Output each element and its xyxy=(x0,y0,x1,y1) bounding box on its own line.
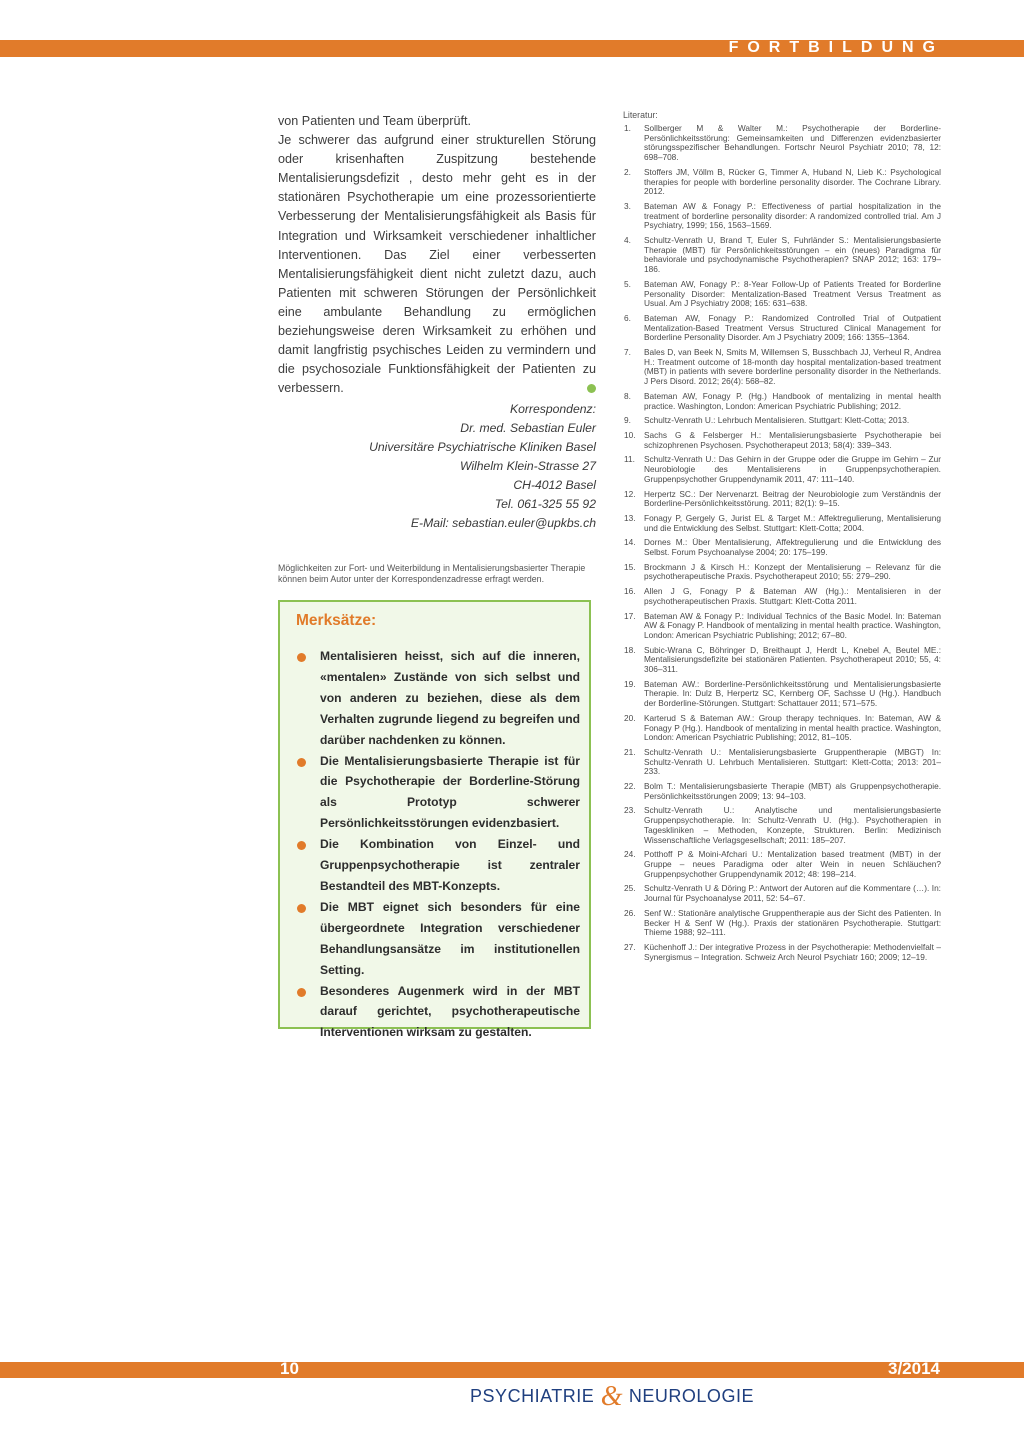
reference-text: Bales D, van Beek N, Smits M, Willemsen S, Busschbach JJ, Verheul R, Andrea H.: Treatment outcome of 18-month day hospital mentalization-based treatment (MBT) in patients with severe borderline personality disorder in the Netherlands. J Pers Disord. 2012; 26(4): 568–82. xyxy=(644,347,941,387)
key-point-text: Die Kombination von Einzel- und Gruppenpsychotherapie ist zentraler Bestandteil des MBT-Konzepts. xyxy=(320,837,580,893)
journal-logo xyxy=(452,1378,772,1416)
reference-number: 14. xyxy=(624,537,636,548)
reference-text: Sollberger M & Walter M.: Psychotherapie der Borderline-Persönlichkeitsstörung: Gemeinsamkeiten und Differenzen evidenzbasierter störungsspezifischer Behandlungen. Fortschr Neurol Psychiatr 2010; 78, 12: 698–708. xyxy=(644,123,941,163)
article-paragraph-text: Je schwerer das aufgrund einer strukturellen Störung oder krisenhaften Zuspitzung bestehende Mentalisierungsdefizit , desto mehr geht es in der stationären Psychotherapie um eine prozessorientierte Verbesserung der Mentalisierungsfähigkeit als Basis für Integration und Wirksamkeit verschiedener inhaltlicher Interventionen. Das Ziel einer verbesserten Mentalisierungsfähigkeit dient nicht zuletzt dazu, auch Patienten mit schweren Störungen der Persönlichkeit eine ambulante Behandlung zu ermöglichen beziehungsweise deren Wirksamkeit zu erhöhen und damit langfristig psychisches Leiden zu vermindern und die psychosoziale Funktionsfähigkeit der Patienten zu verbessern. xyxy=(278,133,596,396)
correspondence-city: CH-4012 Basel xyxy=(513,478,596,493)
reference-item xyxy=(623,168,941,197)
key-point-text: Die Mentalisierungsbasierte Therapie ist für die Psychotherapie der Borderline-Störung als Prototyp schwerer Persönlichkeitsstörungen evidenzbasiert. xyxy=(320,753,580,831)
journal-name-left: PSYCHIATRIE xyxy=(470,1386,595,1406)
key-points-box xyxy=(278,600,591,1040)
reference-number: 19. xyxy=(624,678,636,689)
reference-text: Schultz-Venrath U.: Mentalisierungsbasierte Gruppentherapie (MBGT) In: Schultz-Venrath U. Lehrbuch Mentalisieren. Stuttgart: Klett-Cotta; 2013: 201–233. xyxy=(644,746,941,777)
reference-text: Stoffers JM, Völlm B, Rücker G, Timmer A, Huband N, Lieb K.: Psychological therapies for people with borderline personality disorder. The Cochrane Library. 2012. xyxy=(644,166,941,197)
reference-text: Bateman AW, Fonagy P.: Randomized Controlled Trial of Outpatient Mentalization-Based Treatment Versus Structured Clinical Management for Borderline Personality Disorder. Am J Psychiatry 2009; 166: 1355–1364. xyxy=(644,312,941,343)
key-point-text: Besonderes Augenmerk wird in der MBT darauf gerichtet, psychotherapeutische Interventionen wirksam zu gestalten. xyxy=(320,983,580,1040)
correspondence-street: Wilhelm Klein-Strasse 27 xyxy=(459,459,596,474)
reference-item xyxy=(623,280,941,309)
correspondence-phone: Tel. 061-325 55 92 xyxy=(494,497,596,512)
training-footnote: Möglichkeiten zur Fort- und Weiterbildung in Mentalisierungsbasierter Therapie können beim Autor unter der Korrespondenzadresse erfragt werden. xyxy=(278,563,586,584)
key-points-list xyxy=(294,646,580,1043)
end-mark-icon xyxy=(587,384,596,393)
reference-item xyxy=(623,392,941,411)
correspondence-institution: Universitäre Psychiatrische Kliniken Basel xyxy=(369,440,596,455)
correspondence-label: Korrespondenz: xyxy=(509,402,596,417)
reference-text: Bolm T.: Mentalisierungsbasierte Therapie (MBT) als Gruppenpsychotherapie. Persönlichkeitsstörungen 2009; 13: 94–103. xyxy=(644,781,941,801)
key-point-item xyxy=(294,834,580,897)
reference-item xyxy=(623,612,941,641)
reference-text: Schultz-Venrath U.: Das Gehirn in der Gruppe oder die Gruppe im Gehirn – Zur Neurobiologie des Mentalisierens in Gruppenpsychotherapien. Gruppenpsychother Gruppendynamik 2011, 47: 111–140. xyxy=(644,454,941,484)
reference-number: 8. xyxy=(624,390,631,401)
reference-number: 6. xyxy=(624,312,631,323)
reference-text: Bateman AW & Fonagy P.: Individual Technics of the Basic Model. In: Bateman AW & Fonagy P. Handbook of mentalizing in mental health practice. Washington, London: American Psychiatric Publishing; 2012; 67–80. xyxy=(644,610,941,640)
reference-number: 25. xyxy=(624,883,636,894)
reference-item xyxy=(623,431,941,450)
literature-heading: Literatur: xyxy=(623,110,658,120)
reference-number: 4. xyxy=(624,235,631,246)
key-points-title: Merksätze: xyxy=(296,612,377,629)
correspondence-block xyxy=(278,400,596,533)
reference-number: 22. xyxy=(624,781,636,792)
reference-number: 9. xyxy=(624,415,631,426)
reference-text: Karterud S & Bateman AW.: Group therapy techniques. In: Bateman, AW & Fonagy P (Hg.). Handbook of mentalizing in mental health practice. Washington, London: American Psychiatric Publishing; 2012, 81–105. xyxy=(644,712,941,743)
key-point-item xyxy=(294,646,580,751)
reference-text: Schultz-Venrath U, Brand T, Euler S, Fuhrländer S.: Mentalisierungsbasierte Therapie (MBT) für Persönlichkeitsstörungen – ein (neues) Paradigma für behaviorale und psychodynamische Psychotherapien? SNAP 2012; 163: 179–186. xyxy=(644,235,941,275)
bullet-icon xyxy=(297,988,306,997)
reference-number: 13. xyxy=(624,512,636,523)
reference-number: 23. xyxy=(624,805,636,816)
reference-number: 3. xyxy=(624,200,631,211)
article-paragraph xyxy=(278,131,596,398)
bullet-icon xyxy=(297,904,306,913)
reference-item xyxy=(623,490,941,509)
issue-number: 3/2014 xyxy=(888,1359,940,1378)
reference-text: Schultz-Venrath U.: Lehrbuch Mentalisieren. Stuttgart: Klett-Cotta; 2013. xyxy=(644,415,910,426)
reference-text: Brockmann J & Kirsch H.: Konzept der Mentalisierung – Relevanz für die psychotherapeutische Praxis. Psychotherapeut 2010; 55: 279–290. xyxy=(644,561,941,582)
reference-number: 18. xyxy=(624,644,636,655)
footer-bar xyxy=(0,1362,1024,1378)
key-point-text: Mentalisieren heisst, sich auf die inneren, «mentalen» Zustände von sich selbst und von anderen zu beziehen, diese als dem Verhalten zugrunde liegend zu begreifen und darüber nachdenken zu können. xyxy=(320,649,580,747)
article-column xyxy=(278,112,596,585)
reference-number: 24. xyxy=(624,849,636,860)
reference-number: 5. xyxy=(624,278,631,289)
reference-item xyxy=(623,909,941,938)
journal-name-right: NEUROLOGIE xyxy=(628,1386,754,1406)
reference-item xyxy=(623,348,941,387)
article-paragraph: von Patienten und Team überprüft. xyxy=(278,114,472,128)
reference-item xyxy=(623,455,941,484)
journal-ampersand: & xyxy=(600,1381,623,1412)
reference-text: Schultz-Venrath U.: Analytische und mentalisierungsbasierte Gruppenpsychotherapie. In: Schultz-Venrath U. (Hg.). Psychotherapien in Tageskliniken – Methoden, Konzepte, Strukturen. Berlin: Medizinisch Wissenschaftliche Verlagsgesellschaft; 2011: 185–207. xyxy=(644,805,941,845)
reference-item xyxy=(623,850,941,879)
reference-item xyxy=(623,884,941,903)
reference-number: 2. xyxy=(624,166,631,177)
reference-item xyxy=(623,806,941,845)
reference-text: Allen J G, Fonagy P & Bateman AW (Hg.).: Mentalisieren in der psychotherapeutischen Praxis. Stuttgart: Klett-Cotta 2011. xyxy=(644,586,941,606)
reference-text: Potthoff P & Moini-Afchari U.: Mentalization based treatment (MBT) in der Gruppe – neues Paradigma oder alter Wein in neuen Schläuchen? Gruppenpsychother Gruppendynamik 2012; 48: 198–214. xyxy=(644,849,941,879)
reference-text: Fonagy P, Gergely G, Jurist EL & Target M.: Affektregulierung, Mentalisierung und die Entwicklung des Selbst. Stuttgart: Klett-Cotta; 2004. xyxy=(644,512,941,533)
bullet-icon xyxy=(297,653,306,662)
reference-text: Herpertz SC.: Der Nervenarzt. Beitrag der Neurobiologie zum Verständnis der Borderline-Persönlichkeitsstörung. 2011; 82(1): 9–15. xyxy=(644,488,941,509)
reference-number: 17. xyxy=(624,610,636,621)
page-number: 10 xyxy=(280,1359,299,1378)
reference-item xyxy=(623,587,941,606)
reference-number: 12. xyxy=(624,488,636,499)
reference-item xyxy=(623,124,941,163)
reference-number: 11. xyxy=(624,454,635,465)
article-body xyxy=(278,112,596,398)
correspondence-email[interactable]: E-Mail: sebastian.euler@upkbs.ch xyxy=(410,516,596,531)
literature-column xyxy=(623,110,941,967)
section-label: FORTBILDUNG xyxy=(728,39,944,56)
reference-number: 16. xyxy=(624,586,636,597)
reference-text: Senf W.: Stationäre analytische Gruppentherapie aus der Sicht des Patienten. In Becker H & Senf W (Hg.). Praxis der stationären Psychotherapie. Stuttgart: Thieme 1988; 92–111. xyxy=(644,907,941,938)
key-point-item xyxy=(294,751,580,835)
reference-text: Bateman AW & Fonagy P.: Effectiveness of partial hospitalization in the treatment of borderline personality disorder: A randomized controlled trial. Am J Psychiatry, 1999; 156, 1563–1569. xyxy=(644,200,941,231)
reference-item xyxy=(623,646,941,675)
reference-number: 20. xyxy=(624,712,636,723)
reference-item xyxy=(623,202,941,231)
reference-text: Küchenhoff J.: Der integrative Prozess in der Psychotherapie: Methodenvielfalt – Synergismus – Integration. Schweiz Arch Neurol Psychiatr 160; 2009; 12–19. xyxy=(644,941,941,962)
reference-number: 10. xyxy=(624,429,636,440)
reference-text: Bateman AW, Fonagy P. (Hg.) Handbook of mentalizing in mental health practice. Washington, London: American Psychiatric Publishing; 2012. xyxy=(644,390,941,411)
reference-number: 27. xyxy=(624,941,636,952)
reference-number: 7. xyxy=(624,347,631,358)
reference-number: 26. xyxy=(624,907,636,918)
reference-item xyxy=(623,782,941,801)
key-point-item xyxy=(294,897,580,981)
reference-text: Dornes M.: Über Mentalisierung, Affektregulierung und die Entwicklung des Selbst. Forum Psychoanalyse 2004; 20: 175–199. xyxy=(644,537,941,558)
reference-item xyxy=(623,416,941,426)
reference-item xyxy=(623,538,941,557)
reference-item xyxy=(623,314,941,343)
reference-list xyxy=(623,124,941,962)
reference-text: Sachs G & Felsberger H.: Mentalisierungsbasierte Psychotherapie bei schizophrenen Psychosen. Psychotherapeut 2013; 58(4): 339–343. xyxy=(644,429,941,450)
reference-item xyxy=(623,514,941,533)
bullet-icon xyxy=(297,758,306,767)
reference-item xyxy=(623,563,941,582)
reference-text: Schultz-Venrath U & Döring P.: Antwort der Autoren auf die Kommentare (…). In: Journal für Psychoanalyse 2011, 52: 54–67. xyxy=(644,883,941,904)
reference-item xyxy=(623,748,941,777)
reference-item xyxy=(623,714,941,743)
reference-item xyxy=(623,943,941,962)
reference-text: Subic-Wrana C, Böhringer D, Breithaupt J, Herdt L, Knebel A, Beutel ME.: Mentalisierungsdefizite bei stationären Patienten. Psychotherapeut 2010; 55, 4: 306–311. xyxy=(644,644,941,675)
bullet-icon xyxy=(297,841,306,850)
reference-number: 1. xyxy=(624,123,631,133)
reference-text: Bateman AW, Fonagy P.: 8-Year Follow-Up of Patients Treated for Borderline Personality Disorder: Mentalization-Based Treatment Versus Treatment as Usual. Am J Psychiatry 2008; 165: 631–638. xyxy=(644,278,941,309)
reference-text: Bateman AW.: Borderline-Persönlichkeitsstörung und Mentalisierungsbasierte Therapie. In: Dulz B, Herpertz SC, Kernberg OF, Sachsse U (Hg.). Handbuch der Borderline-Störungen. Stuttgart: Schattauer 2011; 571–575. xyxy=(644,678,941,709)
key-point-text: Die MBT eignet sich besonders für eine übergeordnete Integration verschiedener Behandlungsansätze im institutionellen Setting. xyxy=(320,899,580,977)
correspondence-name: Dr. med. Sebastian Euler xyxy=(460,421,596,436)
reference-number: 21. xyxy=(624,746,636,757)
key-point-item xyxy=(294,981,580,1044)
reference-number: 15. xyxy=(624,561,636,572)
reference-item xyxy=(623,236,941,275)
reference-item xyxy=(623,680,941,709)
